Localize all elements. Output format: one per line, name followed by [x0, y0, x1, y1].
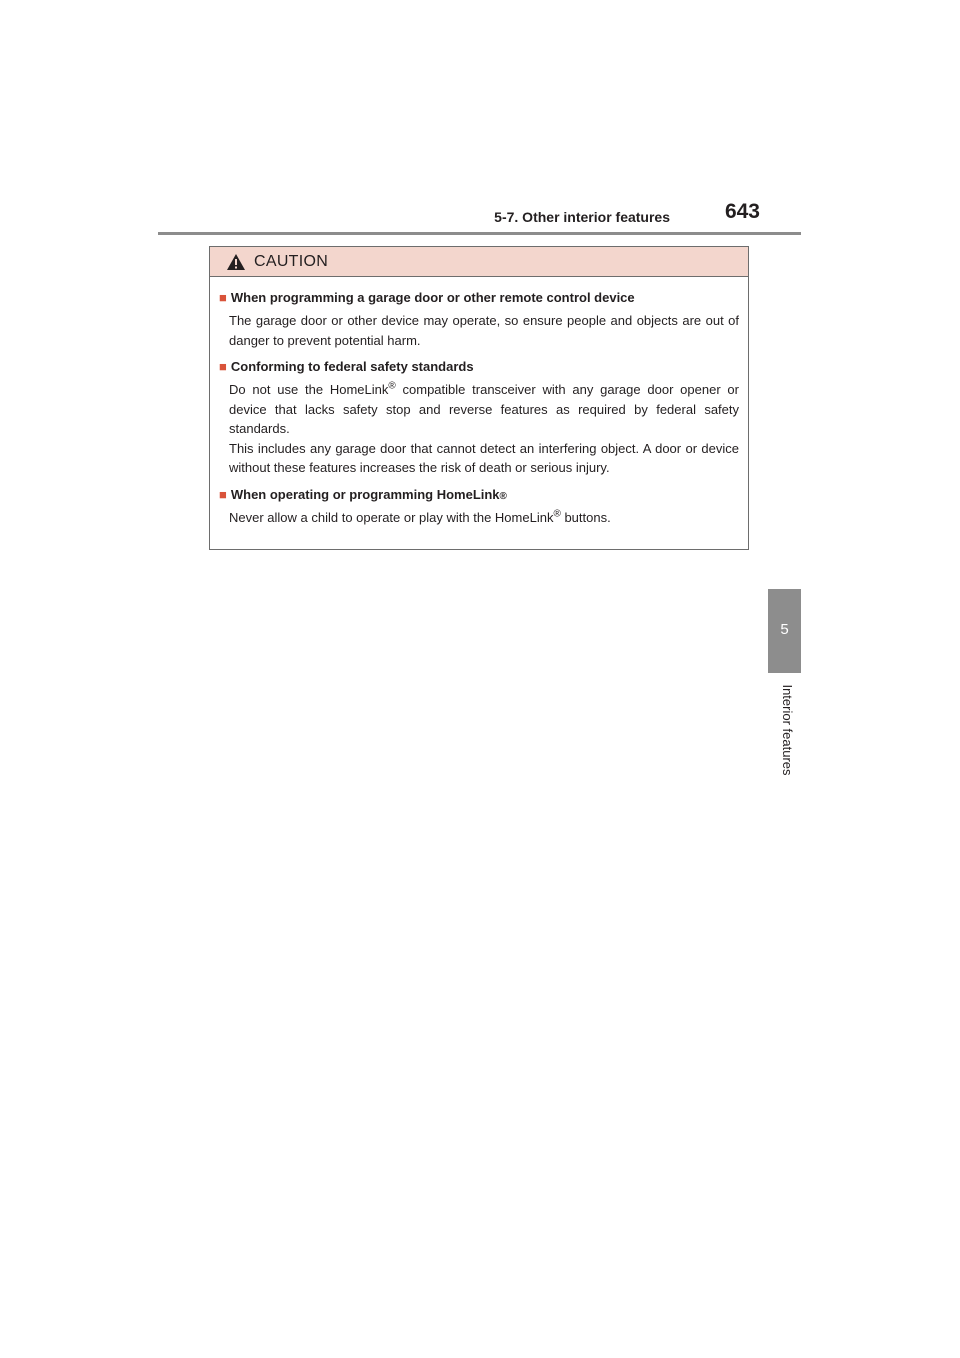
chapter-title: Interior features	[780, 684, 795, 776]
registered-mark: ®	[553, 508, 561, 520]
item-heading-text: When operating or programming HomeLink	[230, 486, 500, 502]
item-text: The garage door or other device may operate, so ensure people and objects are out of danger to prevent potential harm.	[229, 313, 739, 348]
chapter-number: 5	[780, 621, 789, 638]
text-segment: Never allow a child to operate or play with the HomeLink	[229, 509, 554, 525]
caution-title: CAUTION	[254, 252, 329, 270]
text-segment: compatible transceiver with any garage door opener or device that lacks safety stop and reverse features as required by federal safety standards.	[229, 382, 739, 436]
item-heading-text: When programming a garage door or other remote control device	[230, 290, 635, 305]
section-title: 5-7. Other interior features	[494, 209, 670, 225]
item-text	[219, 508, 739, 528]
caution-header	[210, 247, 748, 277]
registered-mark: ®	[388, 380, 396, 392]
item-heading	[219, 359, 739, 374]
caution-box	[209, 246, 749, 550]
item-heading-text: Conforming to federal safety standards	[230, 359, 474, 374]
warning-triangle-icon	[226, 253, 246, 271]
caution-body	[210, 277, 748, 527]
square-bullet-icon: ■	[219, 359, 227, 374]
header-divider	[158, 232, 801, 235]
square-bullet-icon: ■	[219, 486, 227, 502]
item-heading: ■ When operating or programming HomeLink ®	[219, 486, 507, 502]
text-segment: Do not use the HomeLink	[229, 382, 389, 397]
caution-item	[219, 290, 739, 350]
chapter-tab	[768, 589, 801, 673]
item-text	[219, 380, 739, 478]
square-bullet-icon: ■	[219, 290, 227, 305]
text-segment: buttons.	[560, 509, 611, 525]
caution-item	[219, 487, 739, 528]
caution-item	[219, 359, 739, 478]
item-heading	[219, 290, 739, 305]
page-number: 643	[724, 200, 760, 223]
text-segment: This includes any garage door that cannot detect an interfering object. A door or device without these features increases the risk of death or serious injury.	[229, 440, 739, 475]
